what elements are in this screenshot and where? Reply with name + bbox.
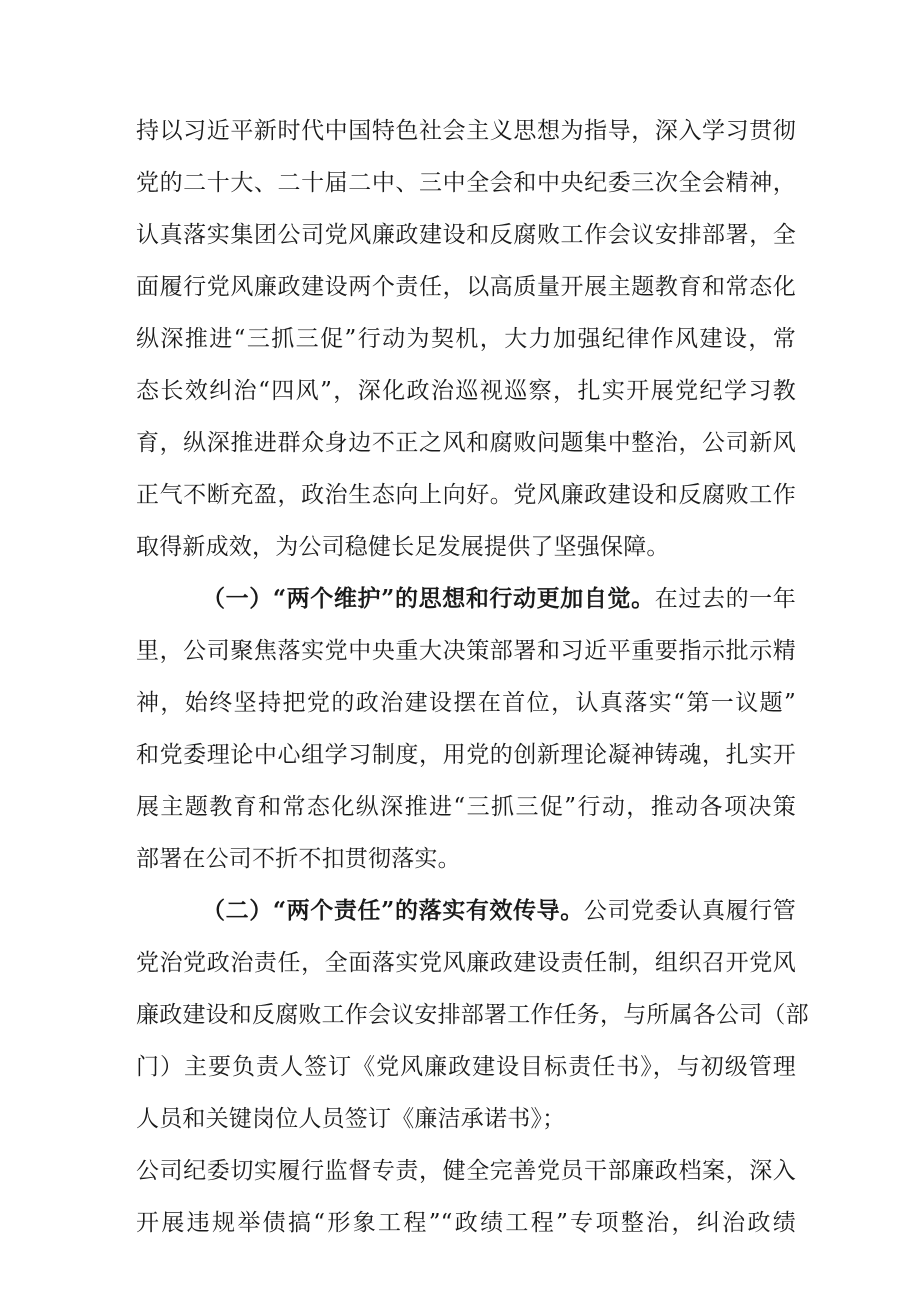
text-span: 公司党委认真履行管 [583, 898, 796, 924]
text-line: 取得新成效，为公司稳健长足发展提供了坚强保障。 [136, 534, 670, 560]
text-line: 公司纪委切实履行监督专责，健全完善党员干部廉政档案，深入 [136, 1158, 796, 1184]
text-line: 展主题教育和常态化纵深推进“三抓三促”行动，推动各项决策 [136, 794, 796, 820]
text-line: 党的二十大、二十届二中、三中全会和中央纪委三次全会精神， [136, 170, 796, 196]
section-heading-line [202, 888, 796, 934]
text-line: 持以习近平新时代中国特色社会主义思想为指导，深入学习贯彻 [136, 118, 796, 144]
text-line: 部署在公司不折不扣贯彻落实。 [136, 846, 461, 872]
text-span: 在过去的一年 [654, 586, 797, 612]
section-heading: （一）“两个维护”的思想和行动更加自觉。 [202, 585, 655, 612]
text-line: 廉政建设和反腐败工作会议安排部署工作任务，与所属各公司（部 [136, 1002, 809, 1028]
text-line: 里，公司聚焦落实党中央重大决策部署和习近平重要指示批示精 [136, 638, 796, 664]
text-line: 人员和关键岗位人员签订《廉洁承诺书》； [136, 1106, 566, 1132]
text-line: 纵深推进“三抓三促”行动为契机，大力加强纪律作风建设，常 [136, 326, 796, 352]
section-heading-line [202, 576, 796, 622]
text-line: 面履行党风廉政建设两个责任，以高质量开展主题教育和常态化 [136, 274, 796, 300]
text-line: 神，始终坚持把党的政治建设摆在首位，认真落实“第一议题” [136, 690, 796, 716]
text-line: 开展违规举债搞“形象工程”“政绩工程”专项整治，纠治政绩 [136, 1210, 796, 1236]
text-line: 正气不断充盈，政治生态向上向好。党风廉政建设和反腐败工作 [136, 482, 796, 508]
text-line: 育，纵深推进群众身边不正之风和腐败问题集中整治，公司新风 [136, 430, 796, 456]
text-line: 门）主要负责人签订《党风廉政建设目标责任书》，与初级管理 [136, 1054, 796, 1080]
text-line: 和党委理论中心组学习制度，用党的创新理论凝神铸魂，扎实开 [136, 742, 796, 768]
text-line: 党治党政治责任，全面落实党风廉政建设责任制，组织召开党风 [136, 950, 796, 976]
section-heading: （二）“两个责任”的落实有效传导。 [202, 897, 584, 924]
text-line: 认真落实集团公司党风廉政建设和反腐败工作会议安排部署，全 [136, 222, 796, 248]
text-line: 态长效纠治“四风”，深化政治巡视巡察，扎实开展党纪学习教 [136, 378, 796, 404]
